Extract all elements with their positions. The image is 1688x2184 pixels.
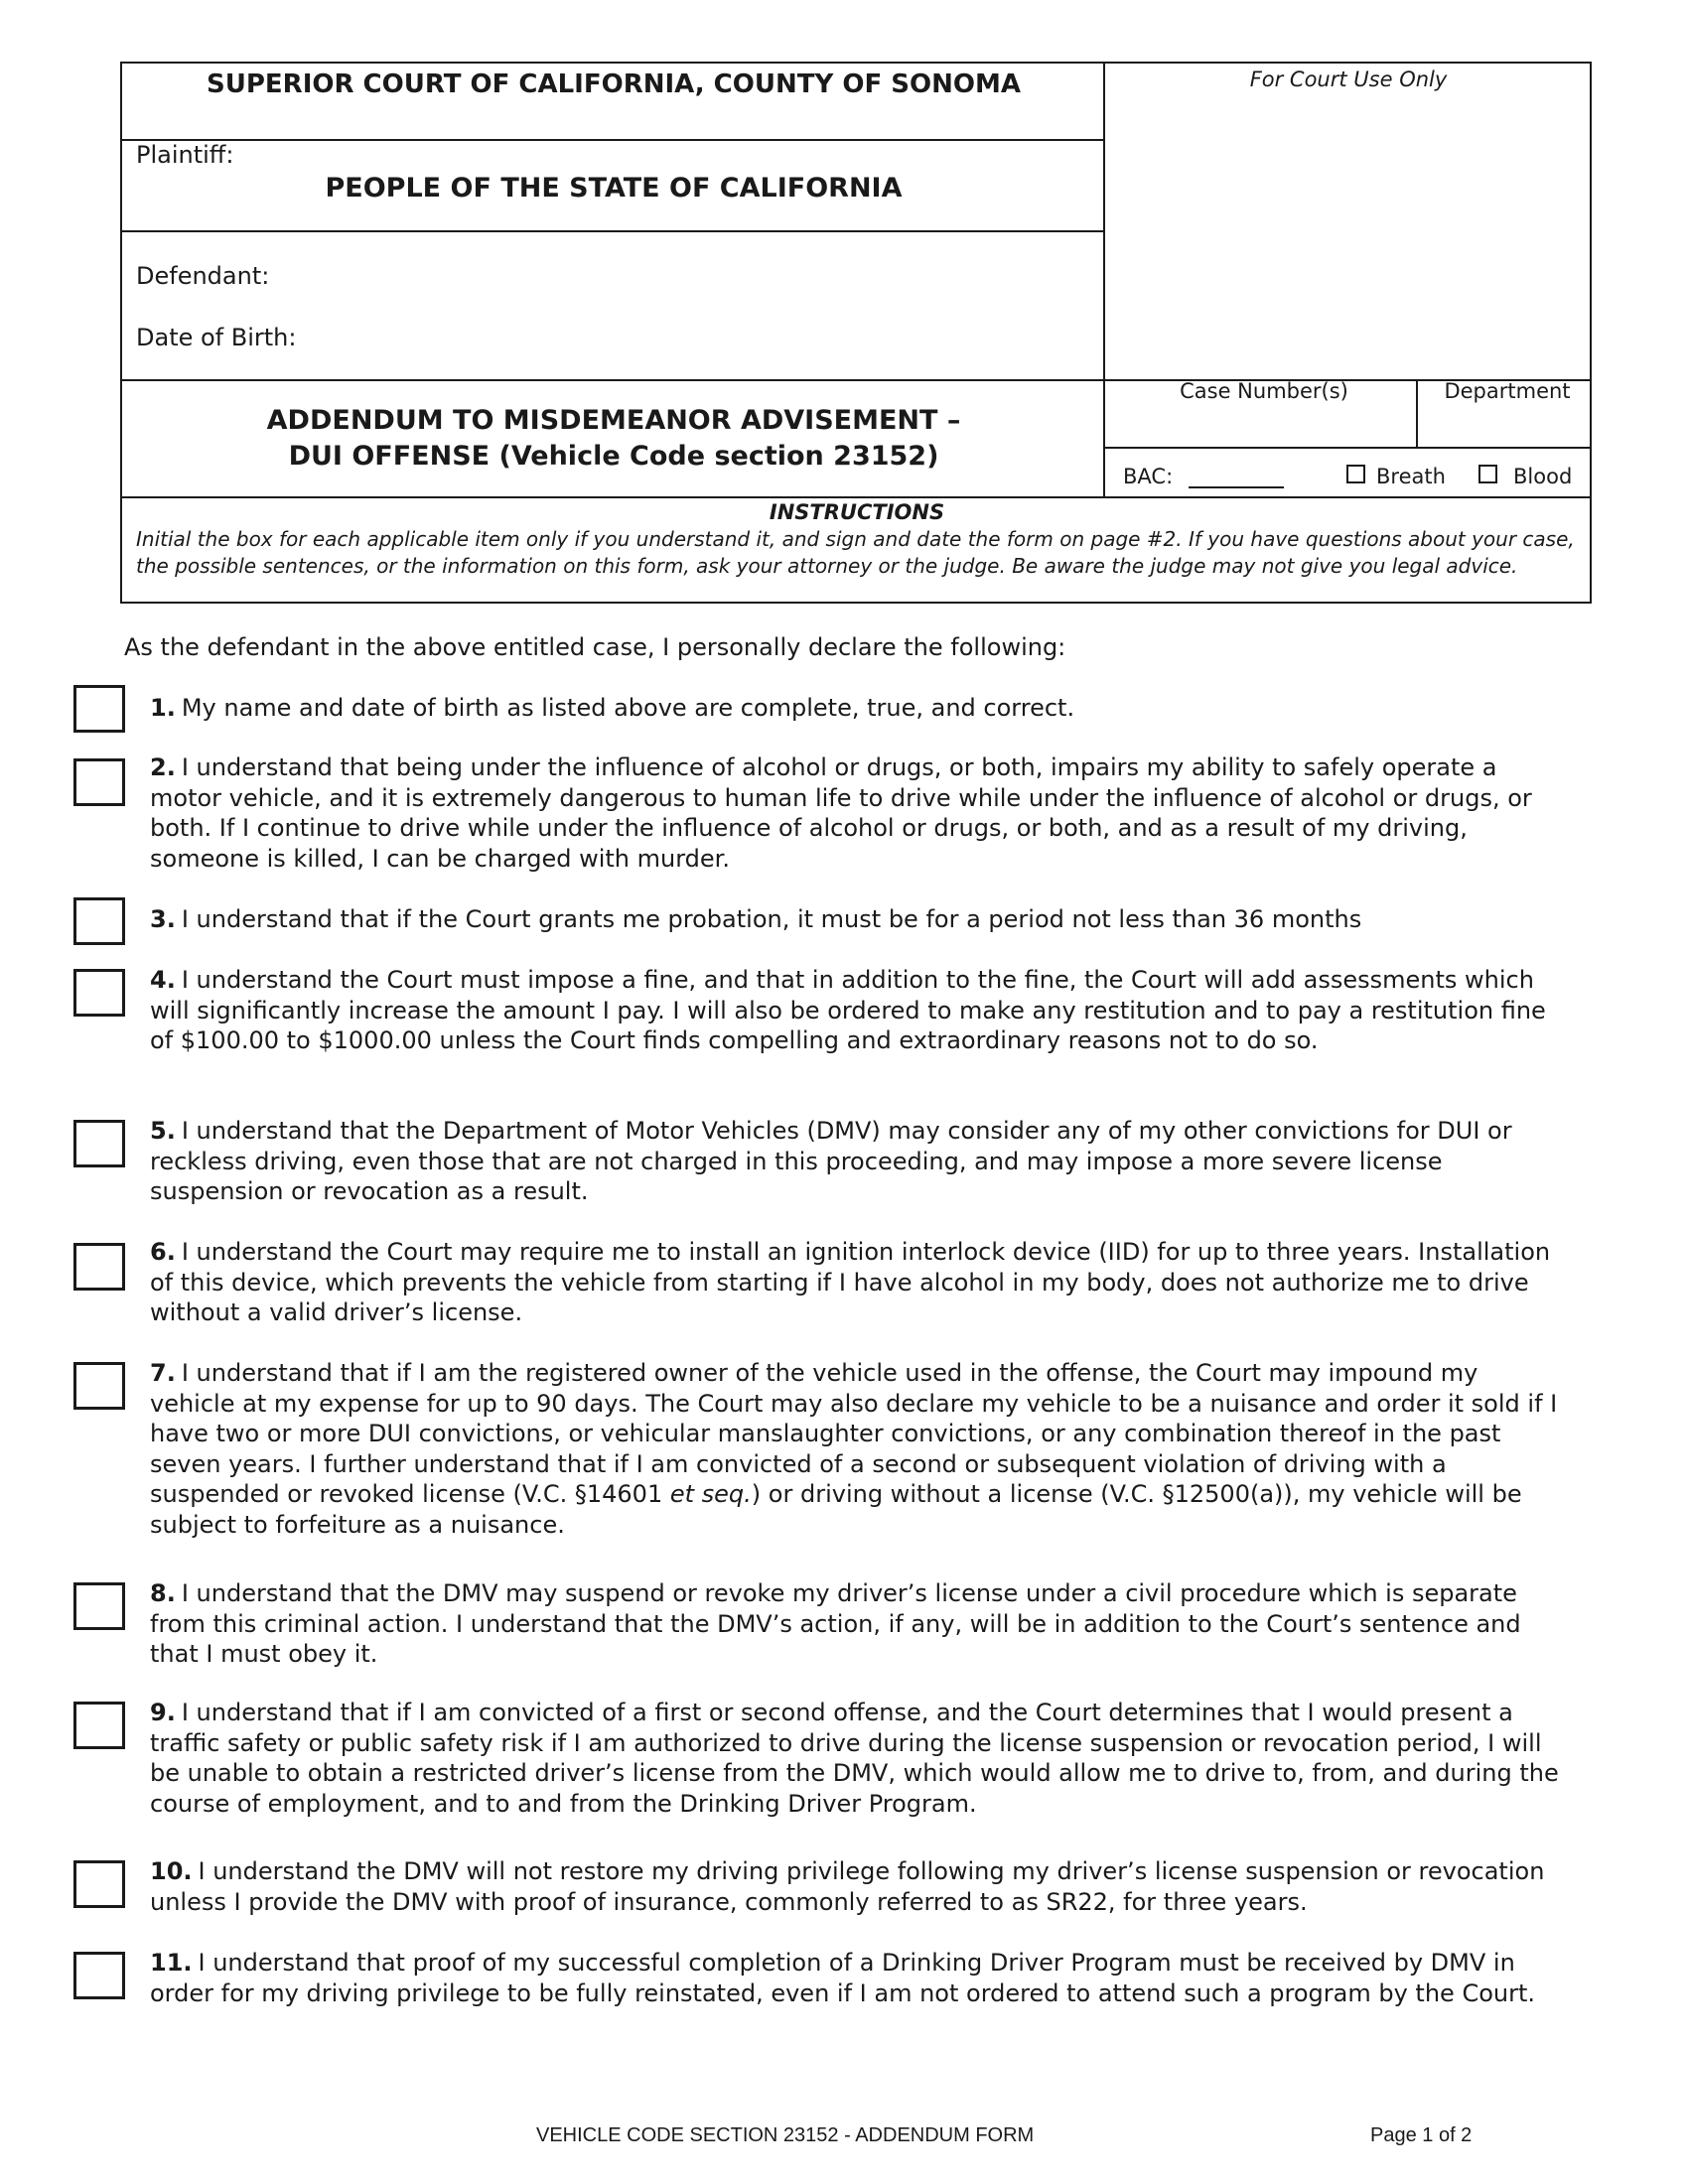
- divider: [122, 230, 1105, 232]
- item-text: [150, 1237, 1570, 1328]
- case-number-field[interactable]: Case Number(s): [1180, 379, 1348, 403]
- plaintiff-name: PEOPLE OF THE STATE OF CALIFORNIA: [325, 173, 903, 204]
- item-text: [150, 904, 1570, 935]
- item-text: [150, 1698, 1570, 1819]
- footer-form-name: VEHICLE CODE SECTION 23152 - ADDENDUM FORM: [536, 2124, 1035, 2146]
- item-number: 8.: [150, 1579, 176, 1607]
- item-body: ) or driving without a license (V.C. §12500(a)), my vehicle will be subject to forfeiture as a nuisance.: [150, 1480, 1522, 1539]
- item-body: I understand that if I am the registered owner of the vehicle used in the offense, the Court may impound my vehicle at my expense for up to 90 days. The Court may also declare my vehicle to be a nuisance and order it sold if I have two or more DUI convictions, or vehicular manslaughter convictions, or any combination thereof in the past seven years. I further understand that if I am convicted of a second or subsequent violation of driving with a suspended or revoked license (V.C. §14601: [150, 1359, 1558, 1508]
- item-number: 3.: [150, 905, 176, 933]
- item-number: 4.: [150, 966, 176, 994]
- item-number: 11.: [150, 1949, 193, 1977]
- initial-box[interactable]: [73, 1362, 125, 1410]
- item-body: I understand that being under the influence of alcohol or drugs, or both, impairs my ability to safely operate a motor vehicle, and it is extremely dangerous to human life to drive while under the influence of alcohol or drugs, or both. If I continue to drive while under the influence of alcohol or drugs, or both, and as a result of my driving, someone is killed, I can be charged with murder.: [150, 753, 1532, 873]
- item-body: I understand that if the Court grants me probation, it must be for a period not less than 36 months: [181, 905, 1362, 933]
- item-text: [150, 1948, 1570, 2008]
- department-field[interactable]: Department: [1444, 379, 1571, 403]
- initial-box[interactable]: [73, 897, 125, 945]
- bac-input[interactable]: [1189, 486, 1284, 488]
- divider: [122, 139, 1105, 141]
- item-text: [150, 1578, 1570, 1670]
- instructions-text: Initial the box for each applicable item only if you understand it, and sign and date the form on page #2. If you have questions about your case, the possible sentences, or the information on this form, ask your attorney or the judge. Be aware the judge may not give you legal advice.: [136, 527, 1575, 578]
- case-header-box: [120, 62, 1592, 604]
- item-text: [150, 752, 1570, 874]
- breath-label: Breath: [1376, 465, 1446, 488]
- item-text: [150, 1358, 1570, 1540]
- initial-box[interactable]: [73, 758, 125, 806]
- item-number: 5.: [150, 1117, 176, 1145]
- item-number: 10.: [150, 1857, 193, 1885]
- item-number: 2.: [150, 753, 176, 781]
- item-body: I understand that the Department of Motor Vehicles (DMV) may consider any of my other convictions for DUI or reckless driving, even those that are not charged in this proceeding, and may impose a more severe license suspension or revocation as a result.: [150, 1117, 1512, 1205]
- item-text: [150, 693, 1570, 724]
- blood-checkbox[interactable]: [1478, 465, 1497, 483]
- court-use-only-label: For Court Use Only: [1249, 68, 1448, 91]
- item-text: [150, 1116, 1570, 1207]
- form-title-line1: ADDENDUM TO MISDEMEANOR ADVISEMENT –: [266, 405, 961, 436]
- breath-checkbox[interactable]: [1346, 465, 1365, 483]
- initial-box[interactable]: [73, 1582, 125, 1630]
- form-title-line2: DUI OFFENSE (Vehicle Code section 23152): [288, 441, 939, 472]
- initial-box[interactable]: [73, 969, 125, 1017]
- initial-box[interactable]: [73, 1120, 125, 1167]
- instructions-title: INSTRUCTIONS: [769, 500, 945, 524]
- item-number: 7.: [150, 1359, 176, 1387]
- initial-box[interactable]: [73, 1243, 125, 1291]
- divider: [1105, 447, 1592, 449]
- bac-label: BAC:: [1123, 465, 1174, 488]
- form-title: [122, 403, 1105, 475]
- item-body: I understand the DMV will not restore my driving privilege following my driver’s license suspension or revocation unless I provide the DMV with proof of insurance, commonly referred to as SR22, for three years.: [150, 1857, 1545, 1916]
- footer-page-number: Page 1 of 2: [1370, 2124, 1473, 2146]
- item-number: 9.: [150, 1699, 176, 1726]
- item-body: I understand that the DMV may suspend or revoke my driver’s license under a civil procedure which is separate from this criminal action. I understand that the DMV’s action, if any, will be in addition to the Court’s sentence and that I must obey it.: [150, 1579, 1521, 1668]
- item-text: [150, 1856, 1570, 1917]
- item-body: I understand that if I am convicted of a first or second offense, and the Court determines that I would present a traffic safety or public safety risk if I am authorized to drive during the license suspension or revocation period, I will be unable to obtain a restricted driver’s license from the DMV, which would allow me to drive to, from, and during the course of employment, and to and from the Drinking Driver Program.: [150, 1699, 1559, 1818]
- item-body-italic: et seq.: [669, 1480, 752, 1508]
- initial-box[interactable]: [73, 1860, 125, 1908]
- item-body: My name and date of birth as listed above are complete, true, and correct.: [181, 694, 1075, 722]
- declaration-intro: As the defendant in the above entitled case, I personally declare the following:: [124, 633, 1066, 661]
- item-body: I understand the Court may require me to install an ignition interlock device (IID) for up to three years. Installation of this device, which prevents the vehicle from starting if I have alcohol in my body, does not authorize me to drive without a valid driver’s license.: [150, 1238, 1551, 1326]
- initial-box[interactable]: [73, 1952, 125, 1999]
- defendant-field[interactable]: Defendant:: [136, 262, 270, 290]
- item-body: I understand that proof of my successful completion of a Drinking Driver Program must be received by DMV in order for my driving privilege to be fully reinstated, even if I am not ordered to attend such a program by the Court.: [150, 1949, 1535, 2007]
- item-number: 1.: [150, 694, 176, 722]
- date-of-birth-field[interactable]: Date of Birth:: [136, 324, 297, 351]
- item-number: 6.: [150, 1238, 176, 1266]
- initial-box[interactable]: [73, 1702, 125, 1749]
- court-title: SUPERIOR COURT OF CALIFORNIA, COUNTY OF SONOMA: [207, 69, 1021, 99]
- item-body: I understand the Court must impose a fine, and that in addition to the fine, the Court will add assessments which will significantly increase the amount I pay. I will also be ordered to make any restitution and to pay a restitution fine of $100.00 to $1000.00 unless the Court finds compelling and extraordinary reasons not to do so.: [150, 966, 1546, 1054]
- divider: [122, 496, 1592, 498]
- initial-box[interactable]: [73, 685, 125, 733]
- item-text: [150, 965, 1570, 1056]
- plaintiff-label: Plaintiff:: [136, 141, 234, 169]
- blood-label: Blood: [1513, 465, 1573, 488]
